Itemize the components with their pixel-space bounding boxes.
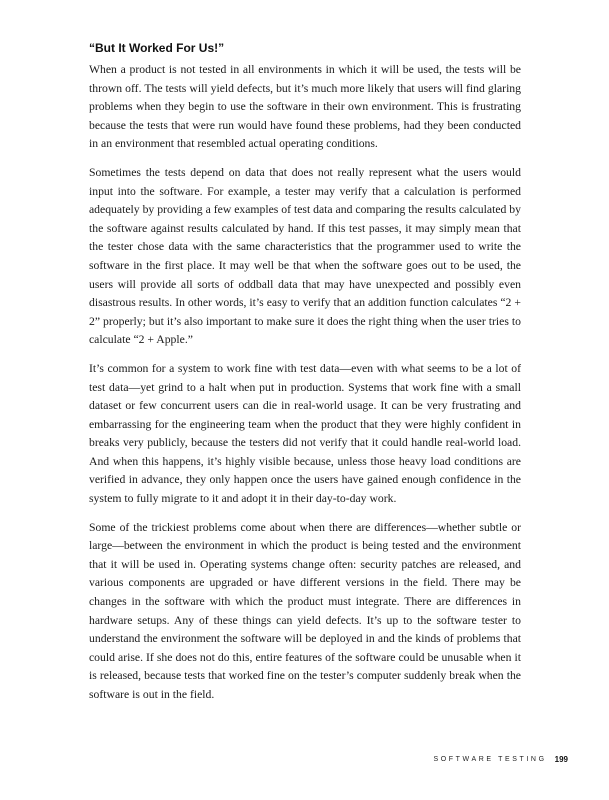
running-head: SOFTWARE TESTING	[433, 755, 547, 763]
page-number: 199	[554, 754, 568, 764]
paragraph-2: Sometimes the tests depend on data that does not really represent what the users would input into the software. For example, a tester may verify that a calculation is performed adequately by providing a few examples of test data and comparing the results calculated by the software against results calculated by hand. If this test passes, it may simply mean that the tester chose data with the same characteristics that the programmer used to write the software in the first place. It may well be that when the software goes out to be used, the users will provide all sorts of oddball data that may have unexpected and possibly even disastrous results. In other words, it’s easy to verify that an addition function calculates “2 + 2” properly; but it’s also important to make sure it does the right thing when the user tries to calculate “2 + Apple.”	[89, 165, 521, 347]
paragraph-3: It’s common for a system to work fine with test data—even with what seems to be a lot of test data—yet grind to a halt when put in production. Systems that work fine with a small dataset or few concurrent users can die in real-world usage. It can be very frustrating and embarrassing for the engineering team when the product that they were highly confident in breaks very publicly, because the testers did not verify that it could handle real-world load. And when this happens, it’s highly visible because, unless those heavy load conditions are verified in advance, they only happen once the users have gained enough confidence in the system to fully migrate to it and adopt it in their day-to-day work.	[89, 361, 521, 506]
section-heading: “But It Worked For Us!”	[89, 41, 225, 55]
page-footer	[433, 752, 568, 766]
page-body	[89, 40, 521, 715]
paragraph-4: Some of the trickiest problems come about when there are differences—whether subtle or large—between the environment in which the product is being tested and the environment that it will be used in. Operating systems change often: security patches are released, and various components are upgraded or have different versions in the field. There may be changes in the software with which the product must integrate. There are differences in hardware setups. Any of these things can yield defects. It’s up to the software tester to understand the environment the software will be deployed in and the kinds of problems that could arise. If she does not do this, entire features of the software could be unusable when it is released, because tests that worked fine on the tester’s computer suddenly break when the software is out in the field.	[89, 520, 521, 701]
paragraph-1: When a product is not tested in all environments in which it will be used, the tests will be thrown off. The tests will yield defects, but it’s much more likely that users will find glaring problems when they begin to use the software in their own environment. This is frustrating because the tests that were run would have found these problems, had they been conducted in an environment that resembled actual operating conditions.	[89, 63, 521, 151]
